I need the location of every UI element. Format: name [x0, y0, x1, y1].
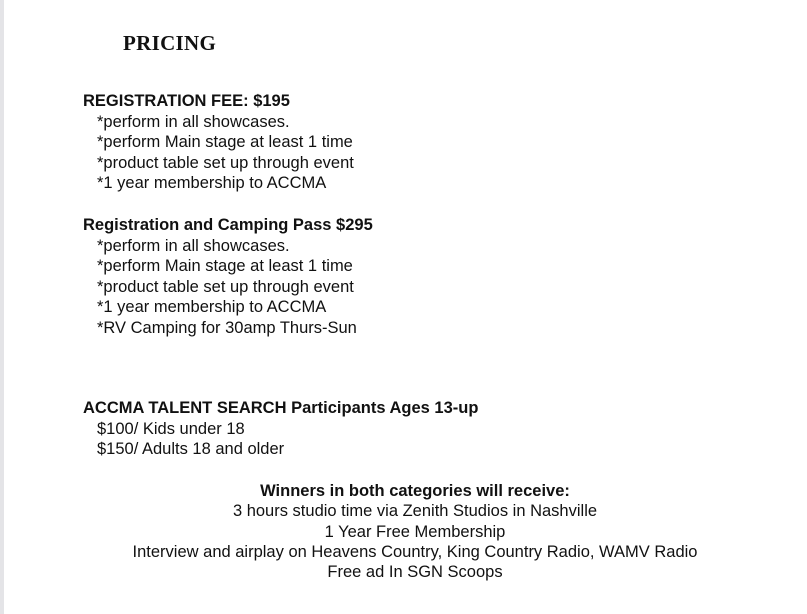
winners-section: [0, 481, 807, 582]
registration-fee-item: *product table set up through event: [97, 153, 354, 172]
camping-pass-item: *perform Main stage at least 1 time: [97, 257, 353, 275]
registration-fee-item: *1 year membership to ACCMA: [97, 174, 327, 192]
registration-fee-section: [83, 91, 354, 194]
talent-search-item: $150/ Adults 18 and older: [97, 440, 285, 458]
camping-pass-list: [83, 236, 373, 339]
registration-fee-item: *perform Main stage at least 1 time: [97, 133, 353, 151]
registration-fee-heading: REGISTRATION FEE: $195: [83, 92, 290, 110]
camping-pass-item: *1 year membership to ACCMA: [97, 298, 327, 316]
camping-pass-section: [83, 215, 373, 338]
registration-fee-list: [83, 112, 354, 194]
camping-pass-item: *perform in all showcases.: [97, 236, 290, 255]
talent-search-heading: ACCMA TALENT SEARCH Participants Ages 13-up: [83, 399, 479, 417]
page-title: PRICING: [123, 31, 217, 55]
camping-pass-heading: Registration and Camping Pass $295: [83, 216, 373, 234]
talent-search-section: [83, 398, 478, 460]
winners-prize: 1 Year Free Membership: [324, 522, 506, 541]
camping-pass-item: *RV Camping for 30amp Thurs-Sun: [97, 318, 357, 337]
talent-search-item: $100/ Kids under 18: [97, 419, 245, 438]
registration-fee-item: *perform in all showcases.: [97, 112, 290, 131]
winners-prize: Interview and airplay on Heavens Country, King Country Radio, WAMV Radio: [132, 542, 698, 561]
winners-prize: 3 hours studio time via Zenith Studios in Nashville: [232, 502, 598, 521]
winners-prize: Free ad In SGN Scoops: [327, 563, 503, 582]
talent-search-list: [83, 419, 478, 460]
camping-pass-item: *product table set up through event: [97, 277, 354, 296]
winners-heading: Winners in both categories will receive:: [260, 482, 570, 500]
